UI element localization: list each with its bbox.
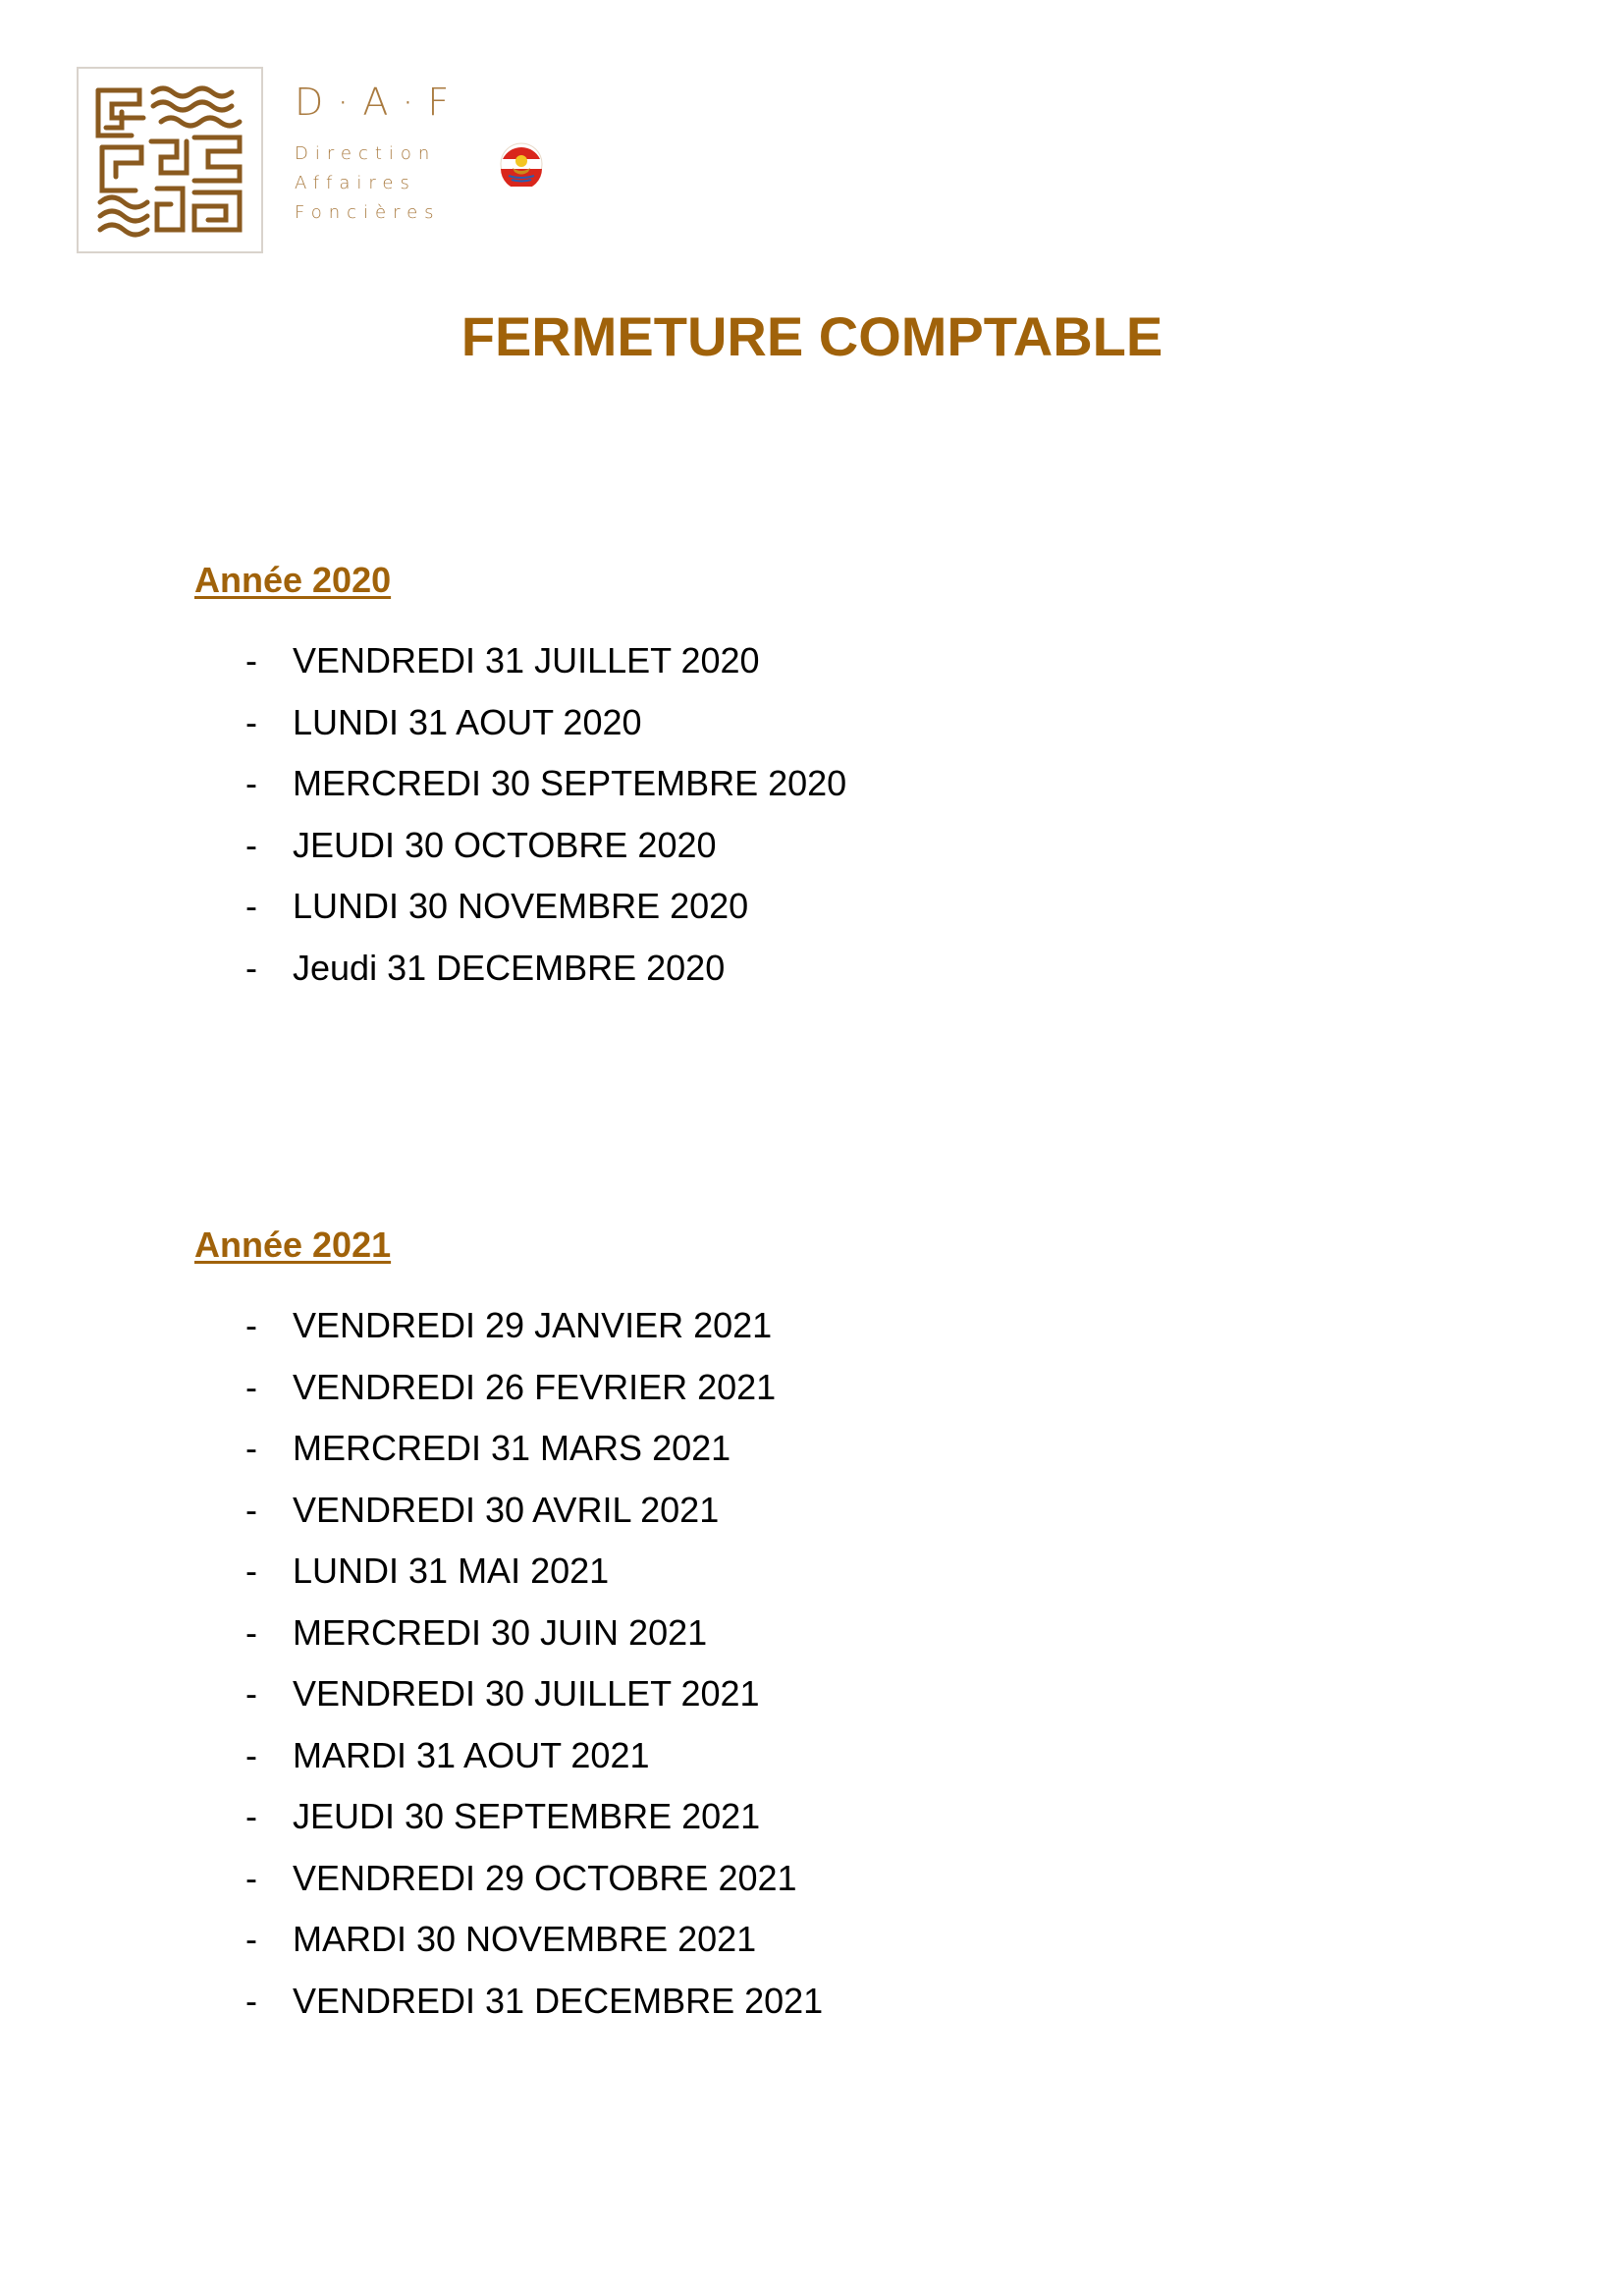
- closing-date: JEUDI 30 OCTOBRE 2020: [293, 824, 717, 865]
- list-item: [194, 815, 846, 877]
- closing-date: LUNDI 31 AOUT 2020: [293, 701, 642, 742]
- section-2021: [194, 1223, 823, 2032]
- list-dash: -: [245, 1980, 257, 2021]
- org-name-line-1: Direction: [295, 143, 437, 164]
- daf-logo-pattern-icon: [92, 82, 247, 238]
- list-dash: -: [245, 1673, 257, 1714]
- closing-date: VENDREDI 29 OCTOBRE 2021: [293, 1857, 797, 1898]
- list-dash: -: [245, 1428, 257, 1468]
- list-item: [194, 692, 846, 754]
- list-item: [194, 1603, 823, 1664]
- list-item: [194, 1663, 823, 1725]
- list-dash: -: [245, 947, 257, 988]
- list-dash: -: [245, 1366, 257, 1407]
- closing-date: VENDREDI 31 DECEMBRE 2021: [293, 1980, 824, 2021]
- org-name-line-2: Affaires: [295, 173, 416, 193]
- closing-date: VENDREDI 31 JUILLET 2020: [293, 640, 760, 680]
- list-item: [194, 630, 846, 692]
- list-item: [194, 753, 846, 815]
- list-item: [194, 1909, 823, 1971]
- list-dash: -: [245, 824, 257, 865]
- list-dash: -: [245, 1857, 257, 1898]
- list-dash: -: [245, 1611, 257, 1653]
- list-item: [194, 1357, 823, 1419]
- closing-date: MERCREDI 30 JUIN 2021: [293, 1611, 708, 1653]
- page-title: FERMETURE COMPTABLE: [460, 305, 1164, 367]
- page-header: [77, 67, 587, 263]
- list-item: [194, 938, 846, 1000]
- org-name-line-3: Foncières: [295, 202, 441, 223]
- closing-date: MARDI 31 AOUT 2021: [293, 1734, 650, 1775]
- section-2020: [194, 558, 846, 999]
- list-item: [194, 1971, 823, 2033]
- list-item: [194, 1295, 823, 1357]
- date-list-2021: [194, 1295, 823, 2032]
- date-list-2020: [194, 630, 846, 999]
- closing-date: LUNDI 30 NOVEMBRE 2020: [293, 886, 749, 926]
- closing-date: VENDREDI 30 AVRIL 2021: [293, 1489, 720, 1530]
- list-dash: -: [245, 1551, 257, 1591]
- list-item: [194, 1480, 823, 1542]
- list-item: [194, 1725, 823, 1787]
- closing-date: MERCREDI 31 MARS 2021: [293, 1428, 731, 1468]
- section-heading-2021: Année 2021: [194, 1224, 392, 1265]
- polynesia-emblem-icon: [499, 141, 544, 191]
- closing-date: LUNDI 31 MAI 2021: [293, 1551, 610, 1591]
- list-dash: -: [245, 1919, 257, 1959]
- daf-logo: [77, 67, 263, 253]
- list-item: [194, 1848, 823, 1910]
- list-dash: -: [245, 1489, 257, 1530]
- list-dash: -: [245, 1796, 257, 1836]
- closing-date: MERCREDI 30 SEPTEMBRE 2020: [293, 763, 847, 803]
- list-dash: -: [245, 701, 257, 742]
- list-dash: -: [245, 1305, 257, 1345]
- list-dash: -: [245, 1734, 257, 1775]
- list-dash: -: [245, 763, 257, 803]
- closing-date: JEUDI 30 SEPTEMBRE 2021: [293, 1796, 761, 1836]
- daf-wordmark: [295, 81, 462, 228]
- closing-date: MARDI 30 NOVEMBRE 2021: [293, 1919, 757, 1959]
- list-item: [194, 1786, 823, 1848]
- list-dash: -: [245, 640, 257, 680]
- list-item: [194, 876, 846, 938]
- closing-date: Jeudi 31 DECEMBRE 2020: [293, 947, 726, 988]
- list-dash: -: [245, 886, 257, 926]
- section-heading-2020: Année 2020: [194, 560, 392, 600]
- closing-date: VENDREDI 26 FEVRIER 2021: [293, 1366, 777, 1407]
- list-item: [194, 1418, 823, 1480]
- closing-date: VENDREDI 30 JUILLET 2021: [293, 1673, 760, 1714]
- closing-date: VENDREDI 29 JANVIER 2021: [293, 1305, 773, 1345]
- daf-acronym: D·A·F: [295, 81, 463, 124]
- list-item: [194, 1541, 823, 1603]
